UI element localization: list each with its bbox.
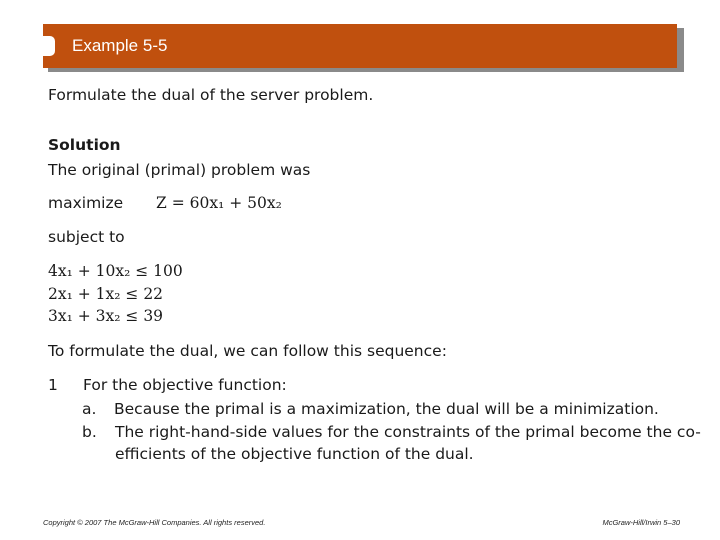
step-1a-label: a. xyxy=(82,400,97,418)
constraint-2: 2x₁ + 1x₂ ≤ 22 xyxy=(48,285,164,303)
banner-notch xyxy=(43,36,55,56)
step-1b-text-line-1: The right-hand-side values for the constraints of the primal become the co- xyxy=(115,423,701,441)
problem-statement: Formulate the dual of the server problem. xyxy=(48,86,374,104)
step-1a-text: Because the primal is a maximization, the dual will be a minimization. xyxy=(114,400,659,418)
solution-heading: Solution xyxy=(48,136,121,154)
objective-function: Z = 60x₁ + 50x₂ xyxy=(156,194,282,212)
step-1b-text-line-2: efficients of the objective function of the dual. xyxy=(115,445,474,463)
maximize-label: maximize xyxy=(48,194,124,212)
sequence-intro: To formulate the dual, we can follow this sequence: xyxy=(48,342,447,360)
constraint-3: 3x₁ + 3x₂ ≤ 39 xyxy=(48,307,164,325)
copyright-footer: Copyright © 2007 The McGraw-Hill Companies. All rights reserved. xyxy=(43,518,266,527)
slide-title: Example 5-5 xyxy=(72,36,168,55)
step-1-title: For the objective function: xyxy=(83,376,287,394)
page-reference: McGraw-Hill/Irwin 5–30 xyxy=(602,518,680,527)
solution-intro: The original (primal) problem was xyxy=(48,161,311,179)
step-1b-label: b. xyxy=(82,423,97,441)
subject-to-label: subject to xyxy=(48,228,125,246)
constraint-1: 4x₁ + 10x₂ ≤ 100 xyxy=(48,262,183,280)
step-1-number: 1 xyxy=(48,376,58,394)
